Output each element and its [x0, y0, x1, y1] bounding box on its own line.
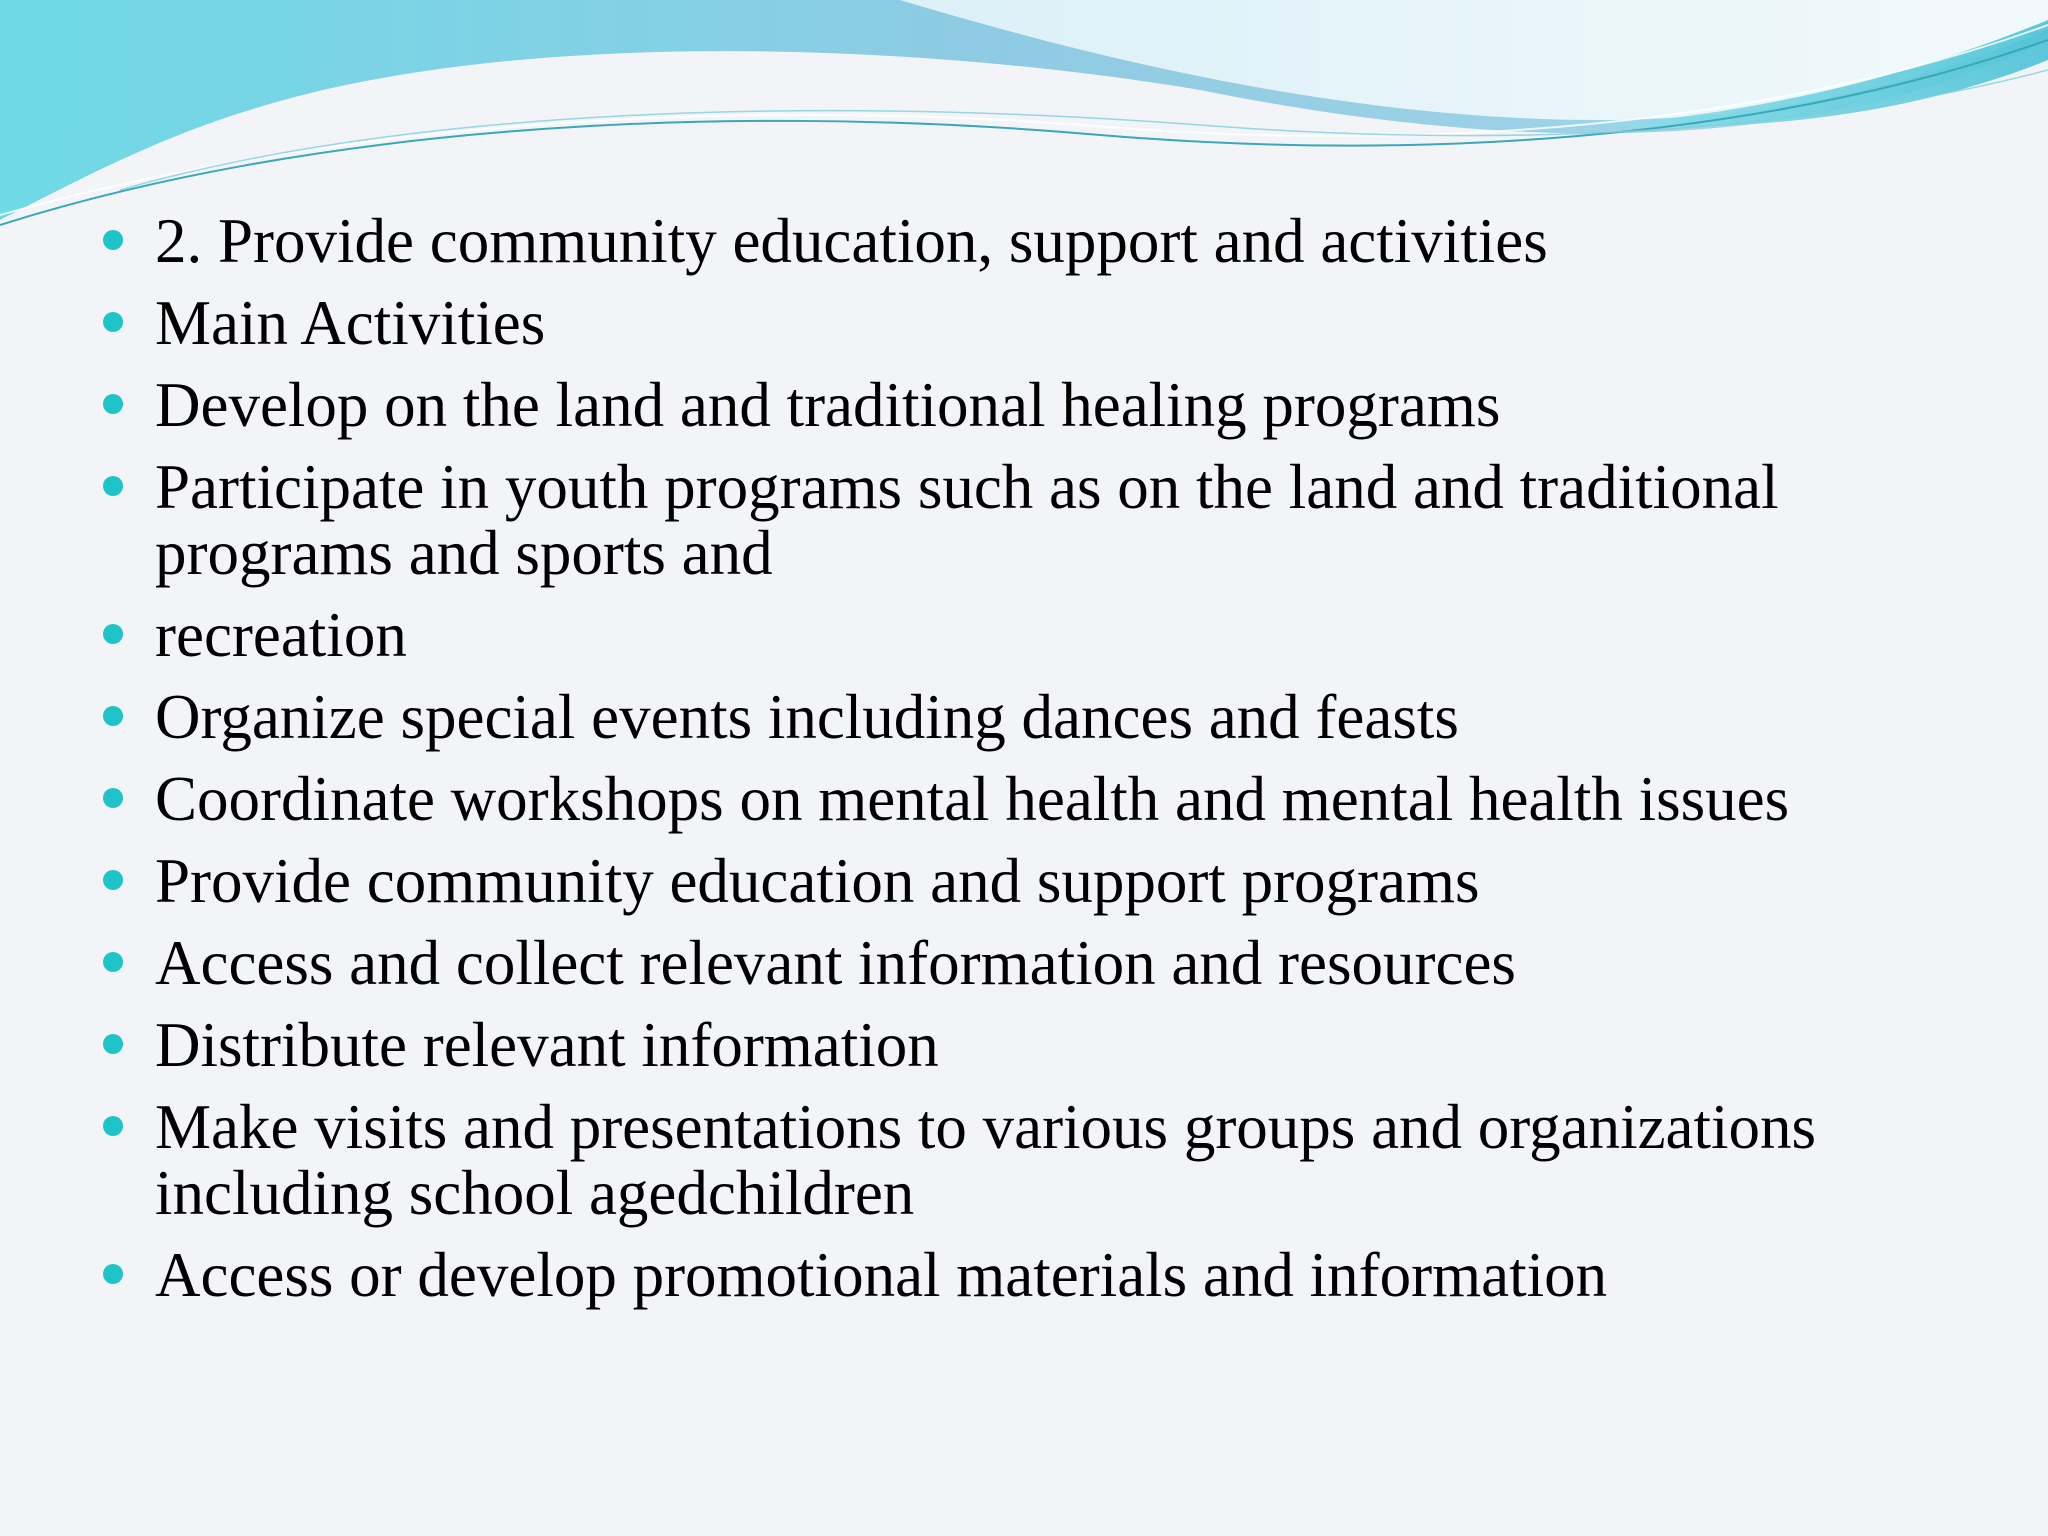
- bullet-item: [98, 290, 1978, 356]
- wave-header-decoration: [0, 0, 2048, 240]
- bullet-text: Develop on the land and traditional healing programs: [155, 370, 1501, 440]
- bullet-icon: [103, 952, 123, 972]
- bullet-item: [98, 684, 1978, 750]
- bullet-text: Make visits and presentations to various groups and organizations including school agedchildren: [155, 1092, 1817, 1228]
- bullet-text: Provide community education and support programs: [155, 846, 1480, 916]
- bullet-item: [98, 1094, 1978, 1226]
- bullet-text: 2. Provide community education, support and activities: [155, 206, 1548, 276]
- bullet-text: Organize special events including dances and feasts: [155, 682, 1459, 752]
- bullet-item: [98, 1012, 1978, 1078]
- bullet-item: [98, 848, 1978, 914]
- bullet-text: Main Activities: [155, 288, 546, 358]
- bullet-icon: [103, 706, 123, 726]
- bullet-icon: [103, 788, 123, 808]
- bullet-text: Participate in youth programs such as on the land and traditional programs and sports and: [155, 452, 1779, 588]
- bullet-item: [98, 602, 1978, 668]
- bullet-item: [98, 1242, 1978, 1308]
- bullet-icon: [103, 870, 123, 890]
- bullet-item: [98, 208, 1978, 274]
- bullet-text: Distribute relevant information: [155, 1010, 939, 1080]
- bullet-text: Access and collect relevant information and resources: [155, 928, 1516, 998]
- bullet-icon: [103, 624, 123, 644]
- bullet-icon: [103, 476, 123, 496]
- bullet-item: [98, 372, 1978, 438]
- bullet-item: [98, 930, 1978, 996]
- bullet-text: recreation: [155, 600, 407, 670]
- bullet-icon: [103, 1116, 123, 1136]
- bullet-item: [98, 454, 1978, 586]
- bullet-icon: [103, 312, 123, 332]
- bullet-icon: [103, 230, 123, 250]
- bullet-item: [98, 766, 1978, 832]
- bullet-icon: [103, 1264, 123, 1284]
- bullet-text: Access or develop promotional materials and information: [155, 1240, 1608, 1310]
- bullet-icon: [103, 394, 123, 414]
- bullet-text: Coordinate workshops on mental health and mental health issues: [155, 764, 1790, 834]
- bullet-icon: [103, 1034, 123, 1054]
- bullet-list: [98, 208, 1978, 1324]
